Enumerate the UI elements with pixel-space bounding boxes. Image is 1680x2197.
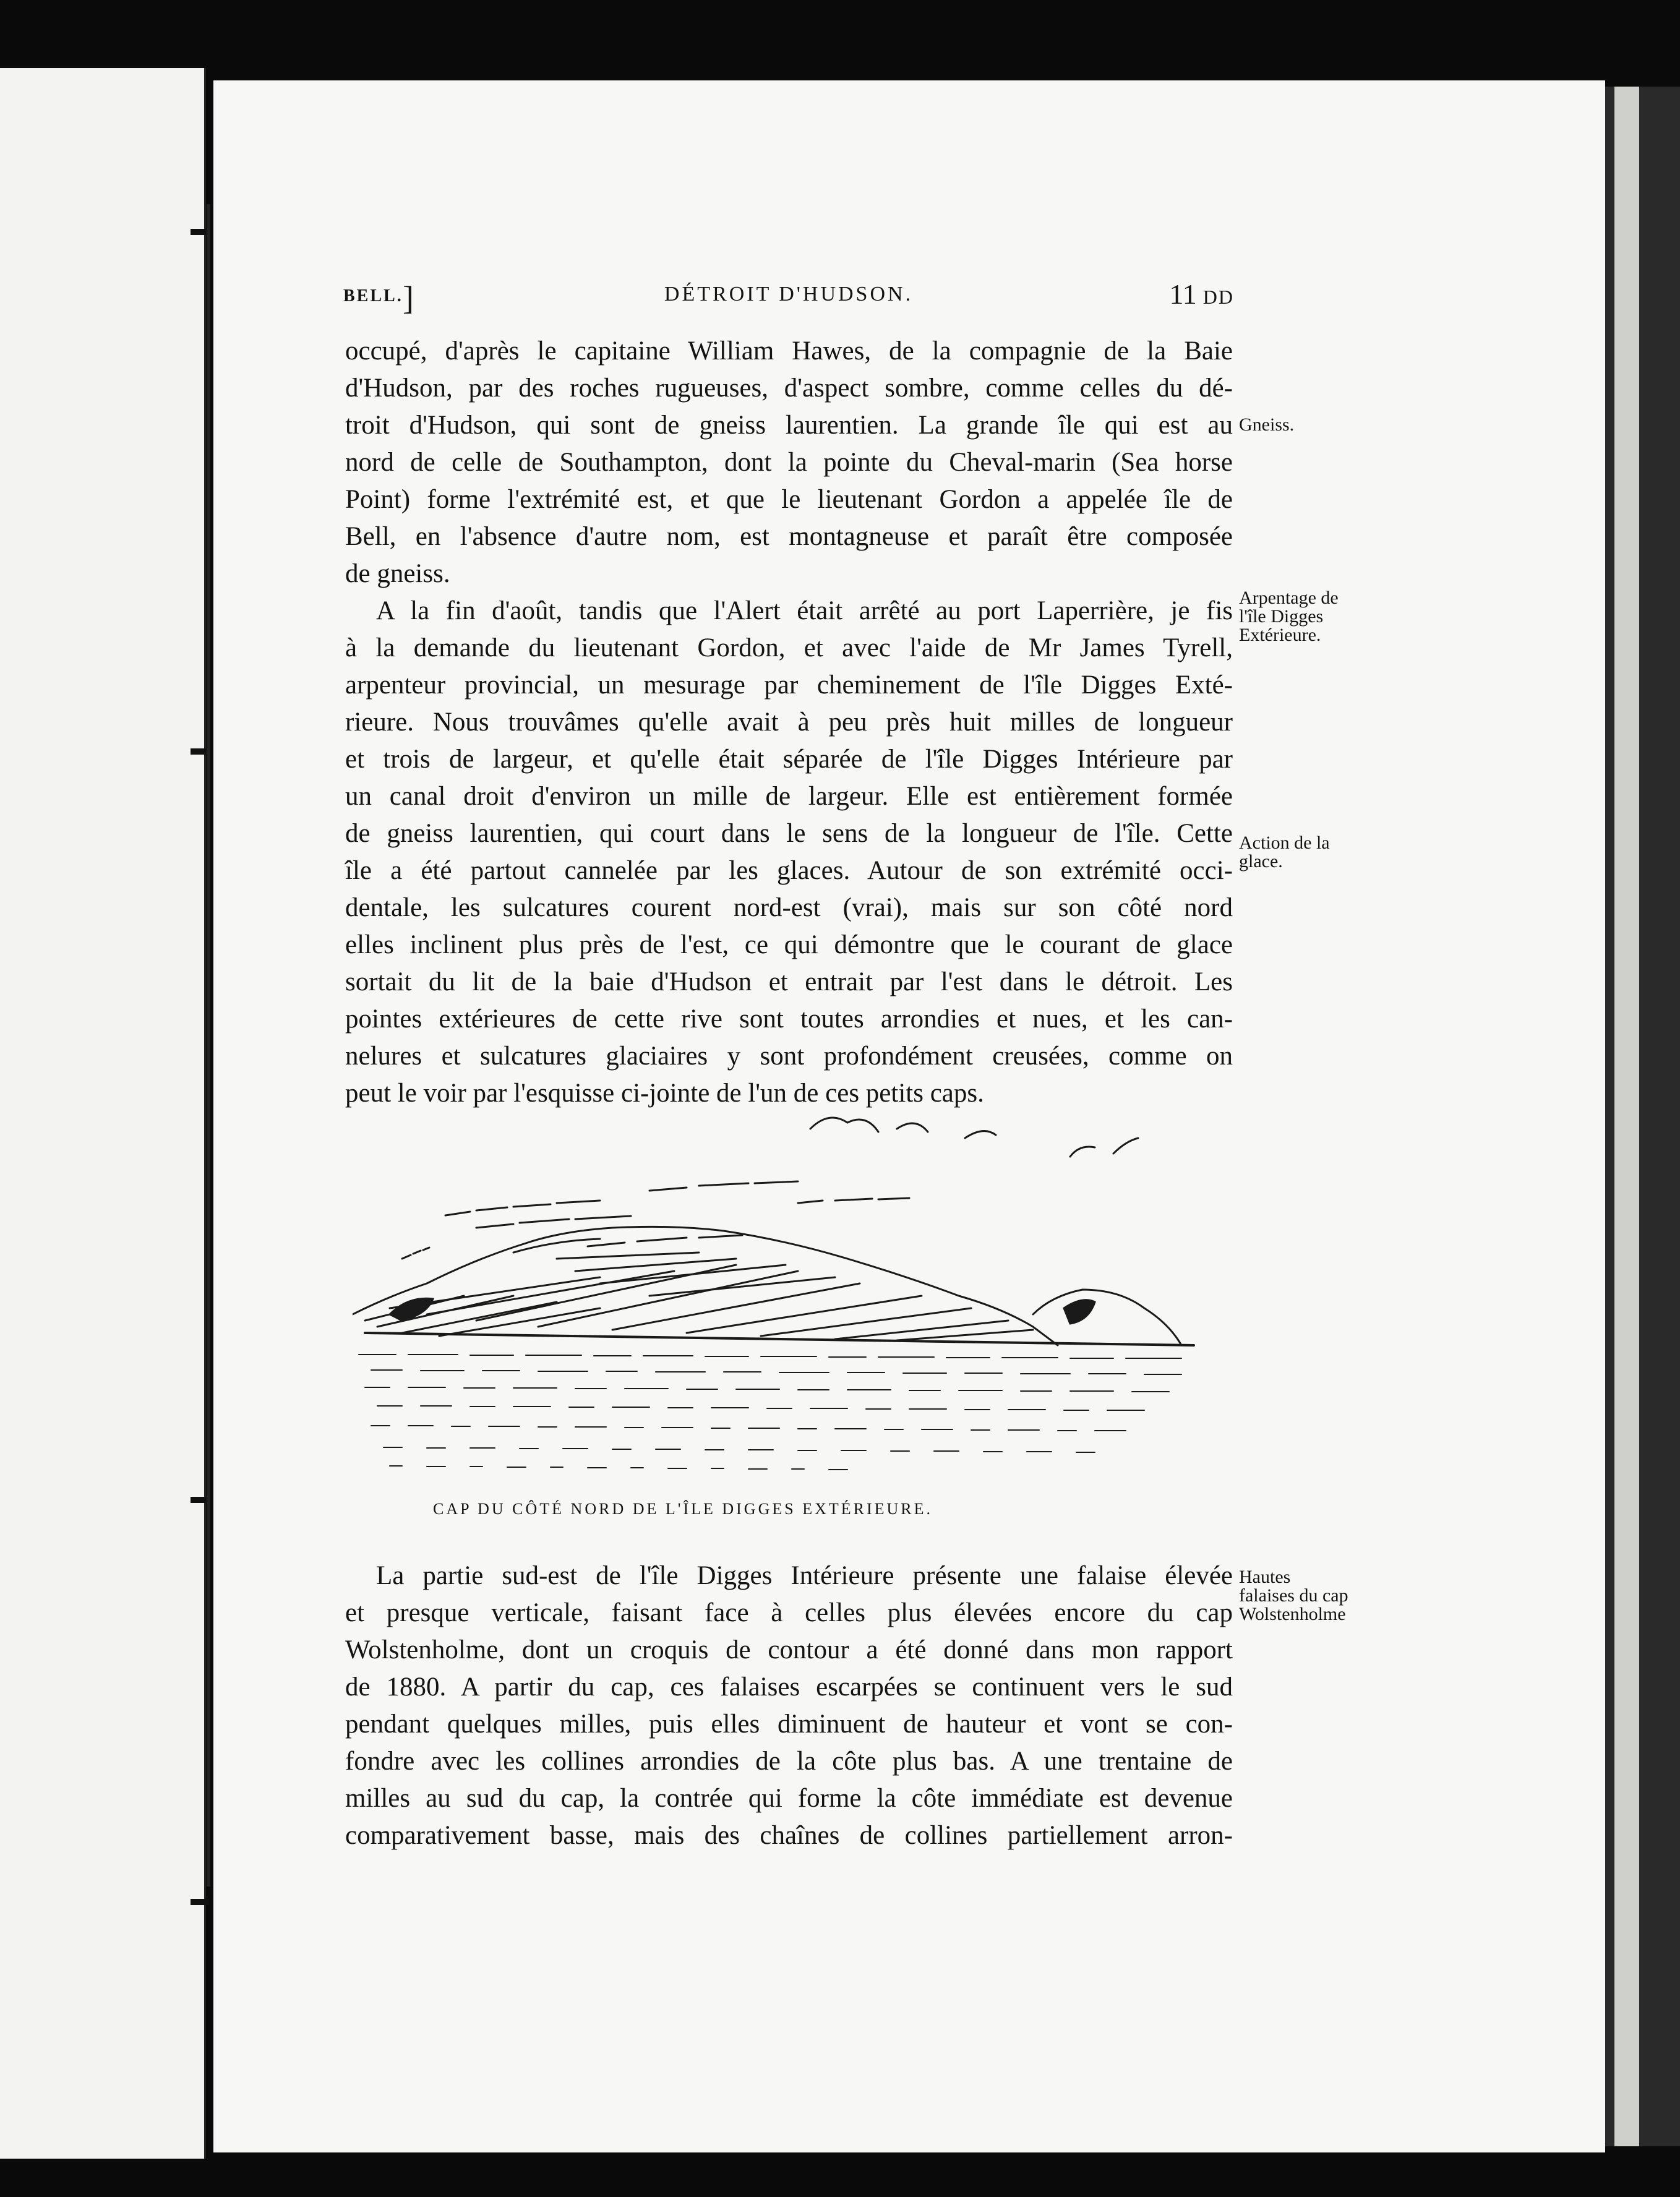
text-line: La partie sud-est de l'île Digges Intérieure présente une falaise élevée	[376, 1561, 1233, 1590]
paragraph-1	[345, 333, 1233, 593]
page-series: DD	[1202, 286, 1234, 308]
text-line: A la fin d'août, tandis que l'Alert était arrêté au port Laperrière, je fis	[376, 596, 1233, 625]
text-line: nord de celle de Southampton, dont la pointe du Cheval-marin (Sea horse	[345, 448, 1233, 477]
text-line: occupé, d'après le capitaine William Hawes, de la compagnie de la Baie	[345, 336, 1233, 366]
text-line: nelures et sulcatures glaciaires y sont profondément creusées, comme on	[345, 1042, 1233, 1071]
running-head	[343, 278, 1234, 317]
text-line: comparativement basse, mais des chaînes de collines partiellement arron-	[345, 1821, 1233, 1850]
sidenote-action-glace	[1239, 834, 1330, 871]
sidenote-line: Arpentage de	[1239, 588, 1339, 608]
paragraph-2	[345, 593, 1233, 1112]
sidenote-gneiss	[1239, 416, 1294, 434]
text-line: dentale, les sulcatures courent nord-est (vrai), mais sur son côté nord	[345, 893, 1233, 922]
text-line: fondre avec les collines arrondies de la côte plus bas. A une trentaine de	[345, 1747, 1233, 1776]
text-line: rieure. Nous trouvâmes qu'elle avait à peu près huit milles de longueur	[345, 708, 1233, 737]
text-line: île a été partout cannelée par les glaces. Autour de son extrémité occi-	[345, 856, 1233, 885]
cape-engraving	[353, 1110, 1206, 1481]
body-text-upper	[345, 333, 1233, 1112]
text-line: d'Hudson, par des roches rugueuses, d'aspect sombre, comme celles du dé-	[345, 374, 1233, 403]
sea-strokes	[359, 1355, 1181, 1470]
text-line: elles inclinent plus près de l'est, ce qui démontre que le courant de glace	[345, 930, 1233, 959]
sidenote-hautes-falaises	[1239, 1568, 1348, 1624]
running-head-bracket: ]	[403, 280, 414, 317]
engraving-figure	[353, 1110, 1206, 1481]
left-page-edge	[0, 68, 206, 2159]
text-line: de gneiss laurentien, qui court dans le sens de la longueur de l'île. Cette	[345, 819, 1233, 848]
binding-stitch	[207, 204, 210, 1887]
sidenote-line: l'île Digges	[1239, 606, 1324, 627]
text-line: et presque verticale, faisant face à celles plus élevées encore du cap	[345, 1598, 1233, 1627]
sidenote-line: Hautes	[1239, 1567, 1291, 1587]
text-line: de 1880. A partir du cap, ces falaises escarpées se continuent vers le sud	[345, 1672, 1233, 1702]
headland	[353, 1227, 1194, 1345]
text-line: Point) forme l'extrémité est, et que le lieutenant Gordon a appelée île de	[345, 485, 1233, 514]
right-page-edges	[1605, 87, 1680, 2146]
sidenote-line: falaises du cap	[1239, 1585, 1348, 1606]
sidenote-line: glace.	[1239, 851, 1283, 872]
text-line: arpenteur provincial, un mesurage par cheminement de l'île Digges Exté-	[345, 670, 1233, 700]
body-text-lower	[345, 1557, 1233, 1854]
text-line: milles au sud du cap, la contrée qui forme la côte immédiate est devenue	[345, 1784, 1233, 1813]
sidenote-line: Gneiss.	[1239, 414, 1295, 435]
text-line: à la demande du lieutenant Gordon, et avec l'aide de Mr James Tyrell,	[345, 633, 1233, 662]
text-line: de gneiss.	[345, 559, 450, 588]
text-line: troit d'Hudson, qui sont de gneiss laurentien. La grande île qui est au	[345, 411, 1233, 440]
running-head-title: DÉTROIT D'HUDSON.	[664, 283, 914, 306]
text-line: pendant quelques milles, puis elles diminuent de hauteur et vont se con-	[345, 1710, 1233, 1739]
text-line: Wolstenholme, dont un croquis de contour a été donné dans mon rapport	[345, 1635, 1233, 1664]
sky-clouds	[402, 1118, 1138, 1259]
text-line: et trois de largeur, et qu'elle était séparée de l'île Digges Intérieure par	[345, 745, 1233, 774]
paragraph-3	[345, 1557, 1233, 1854]
sidenote-line: Action de la	[1239, 833, 1330, 853]
text-line: peut le voir par l'esquisse ci-jointe de l'un de ces petits caps.	[345, 1079, 984, 1108]
text-line: pointes extérieures de cette rive sont toutes arrondies et nues, et les can-	[345, 1004, 1233, 1034]
sidenote-arpentage	[1239, 589, 1339, 645]
sidenote-line: Wolstenholme	[1239, 1604, 1346, 1624]
binding-mark	[191, 1899, 209, 1905]
figure-caption: CAP DU CÔTÉ NORD DE L'ÎLE DIGGES EXTÉRIEURE.	[433, 1500, 933, 1518]
page-number-value: 11	[1169, 278, 1197, 310]
sidenote-line: Extérieure.	[1239, 625, 1321, 645]
text-line: Bell, en l'absence d'autre nom, est montagneuse et paraît être composée	[345, 522, 1233, 551]
page-number	[1169, 278, 1234, 310]
text-line: un canal droit d'environ un mille de largeur. Elle est entièrement formée	[345, 782, 1233, 811]
text-line: sortait du lit de la baie d'Hudson et entrait par l'est dans le détroit. Les	[345, 967, 1233, 996]
running-head-author: BELL.	[343, 286, 403, 306]
